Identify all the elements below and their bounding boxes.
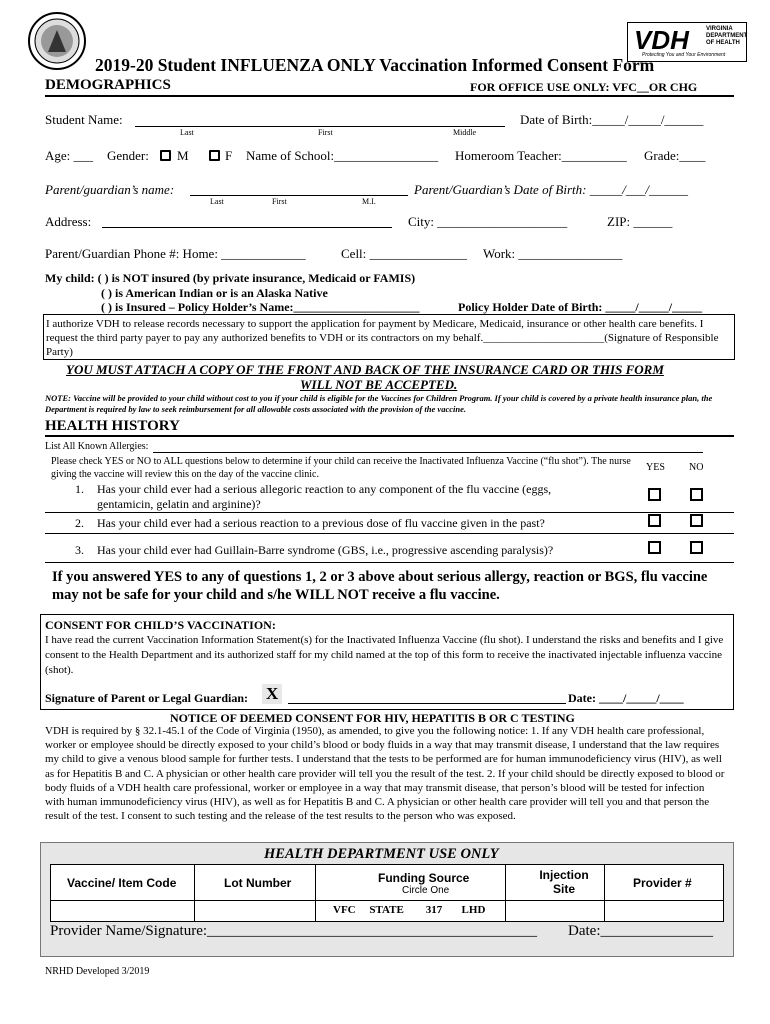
parent-last-caption: Last bbox=[210, 197, 224, 206]
yes-answer-warning: If you answered YES to any of questions 1, 2 or 3 above about serious allergy, reaction or BGS, flu vaccine may not be safe for your child and s/he WILL NOT receive a flu vaccine. bbox=[52, 569, 708, 603]
developed-note: NRHD Developed 3/2019 bbox=[45, 966, 150, 977]
question-3-yes-checkbox[interactable] bbox=[648, 541, 661, 554]
address-label: Address: bbox=[45, 214, 92, 229]
student-last-caption: Last bbox=[180, 128, 194, 137]
notice-heading: NOTICE OF DEEMED CONSENT FOR HIV, HEPATITIS B OR C TESTING bbox=[170, 711, 575, 725]
grade-field[interactable]: Grade:____ bbox=[644, 148, 706, 163]
vdh-logo-sub2: DEPARTMENT bbox=[706, 33, 748, 39]
health-history-heading: HEALTH HISTORY bbox=[45, 418, 180, 434]
question-3-rule bbox=[45, 562, 734, 563]
yes-column-header: YES bbox=[646, 462, 665, 473]
funding-source-options[interactable]: VFC STATE 317 LHD bbox=[333, 904, 486, 916]
provider-date-field[interactable]: Date:_______________ bbox=[568, 923, 713, 939]
signature-x-mark: X bbox=[262, 684, 282, 704]
school-name-field[interactable]: Name of School:________________ bbox=[246, 148, 439, 163]
vdh-logo-sub1: VIRGINIA bbox=[706, 26, 733, 32]
table-col-sep-4 bbox=[604, 865, 605, 921]
age-field[interactable]: Age: ___ bbox=[45, 148, 94, 163]
gender-m-label: M bbox=[177, 148, 189, 163]
student-first-caption: First bbox=[318, 128, 333, 137]
question-1-rule bbox=[45, 512, 734, 513]
work-phone-field[interactable]: Work: ________________ bbox=[483, 246, 623, 261]
allergies-line[interactable] bbox=[153, 452, 703, 453]
address-line[interactable] bbox=[102, 227, 392, 228]
guardian-signature-date[interactable]: Date: ____/_____/____ bbox=[568, 691, 684, 705]
gender-m-checkbox[interactable] bbox=[160, 150, 171, 161]
demographics-rule bbox=[45, 95, 734, 97]
virginia-seal-logo bbox=[28, 12, 86, 70]
student-name-label: Student Name: bbox=[45, 112, 123, 127]
allergies-label: List All Known Allergies: bbox=[45, 441, 149, 452]
cell-phone-field[interactable]: Cell: _______________ bbox=[341, 246, 468, 261]
col-vaccine-item-code: Vaccine/ Item Code bbox=[67, 876, 177, 890]
consent-text: I have read the current Vaccination Information Statement(s) for the Inactivated Influenza Vaccine (flu shot). I understand the risks and benefits and I give consent to the Health Department and its authorized staff for my child named at the top of this form to receive the inactivated injectable influenza vaccine (shot). bbox=[45, 634, 724, 676]
parent-dob-field[interactable]: Parent/Guardian’s Date of Birth: _____/___/______ bbox=[414, 182, 688, 197]
no-column-header: NO bbox=[689, 462, 704, 473]
guardian-signature-line[interactable] bbox=[288, 703, 566, 704]
col-provider-number: Provider # bbox=[633, 876, 692, 890]
vdh-logo-text: VDH bbox=[634, 25, 689, 55]
provider-signature-field[interactable]: Provider Name/Signature:____________________________________________ bbox=[50, 923, 538, 939]
parent-name-line[interactable] bbox=[190, 195, 408, 196]
question-2-rule bbox=[45, 533, 734, 534]
question-2-text: Has your child ever had a serious reaction to a previous dose of flu vaccine given in the past? bbox=[97, 516, 545, 530]
col-lot-number: Lot Number bbox=[224, 876, 292, 890]
vdh-logo-sub3: OF HEALTH bbox=[706, 40, 740, 46]
homeroom-teacher-field[interactable]: Homeroom Teacher:__________ bbox=[455, 148, 627, 163]
parent-name-label: Parent/guardian’s name: bbox=[45, 182, 175, 197]
col-funding-circle-one: Circle One bbox=[402, 885, 450, 896]
question-3-no-checkbox[interactable] bbox=[690, 541, 703, 554]
table-row-sep bbox=[51, 900, 723, 901]
vfc-note: NOTE: Vaccine will be provided to your child without cost to you if your child is eligible for the Vaccines for Children Program. If your child is covered by a private health insurance plan, the Department is required by law to seek reimbursement for all allowable costs associated with the provision of the vaccine. bbox=[45, 393, 713, 414]
question-1-number: 1. bbox=[75, 482, 84, 496]
table-col-sep-1 bbox=[194, 865, 195, 921]
hd-use-heading: HEALTH DEPARTMENT USE ONLY bbox=[264, 846, 499, 862]
form-title: 2019-20 Student INFLUENZA ONLY Vaccination Informed Consent Form bbox=[95, 55, 655, 75]
attach-card-warning-1: YOU MUST ATTACH A COPY OF THE FRONT AND BACK OF THE INSURANCE CARD OR THIS FORM bbox=[66, 362, 664, 377]
parent-first-caption: First bbox=[272, 197, 287, 206]
question-2-yes-checkbox[interactable] bbox=[648, 514, 661, 527]
gender-f-label: F bbox=[225, 148, 233, 163]
insurance-line-1[interactable]: My child: ( ) is NOT insured (by private insurance, Medicaid or FAMIS) bbox=[45, 271, 416, 285]
city-field[interactable]: City: ____________________ bbox=[408, 214, 568, 229]
consent-heading: CONSENT FOR CHILD’S VACCINATION: bbox=[45, 618, 276, 632]
question-3-number: 3. bbox=[75, 543, 84, 557]
authorization-text: I authorize VDH to release records necessary to support the application for payment by Medicare, Medicaid, insurance or other health care benefits. I request the third party payer to pay any authorized benefits to VDH or its contractors on my behalf.______________________(Signature of Responsible Party) bbox=[46, 318, 719, 358]
guardian-signature-label: Signature of Parent or Legal Guardian: bbox=[45, 691, 249, 705]
zip-field[interactable]: ZIP: ______ bbox=[607, 214, 673, 229]
student-name-line[interactable] bbox=[135, 126, 505, 127]
office-use-label: FOR OFFICE USE ONLY: VFC__OR CHG bbox=[470, 80, 698, 94]
table-col-sep-2 bbox=[315, 865, 316, 921]
parent-mi-caption: M.I. bbox=[362, 197, 376, 206]
col-funding-source: Funding Source bbox=[378, 871, 470, 885]
gender-f-checkbox[interactable] bbox=[209, 150, 220, 161]
policy-holder-dob[interactable]: Policy Holder Date of Birth: _____/_____/_____ bbox=[458, 300, 703, 314]
home-phone-field[interactable]: Parent/Guardian Phone #: Home: _____________ bbox=[45, 246, 306, 261]
question-1-no-checkbox[interactable] bbox=[690, 488, 703, 501]
question-1-yes-checkbox[interactable] bbox=[648, 488, 661, 501]
table-col-sep-3 bbox=[505, 865, 506, 921]
health-instructions: Please check YES or NO to ALL questions below to determine if your child can receive the Inactivated Influenza Vaccine (“flu shot”). The nurse giving the vaccine will review this on the day of the vaccine clinic. bbox=[51, 456, 631, 480]
demographics-heading: DEMOGRAPHICS bbox=[45, 77, 171, 93]
attach-card-warning-2: WILL NOT BE ACCEPTED. bbox=[300, 377, 458, 392]
question-2-number: 2. bbox=[75, 516, 84, 530]
insurance-line-3[interactable]: ( ) is Insured – Policy Holder’s Name:_____________________ bbox=[101, 300, 420, 314]
gender-label: Gender: bbox=[107, 148, 149, 163]
col-injection-site: Injection Site bbox=[539, 868, 589, 896]
student-middle-caption: Middle bbox=[453, 128, 477, 137]
question-3-text: Has your child ever had Guillain-Barre syndrome (GBS, i.e., progressive ascending paralysis)? bbox=[97, 543, 554, 557]
health-history-rule bbox=[45, 435, 734, 437]
vdh-logo-tagline: Protecting You and Your Environment bbox=[642, 52, 726, 58]
insurance-line-2[interactable]: ( ) is American Indian or is an Alaska Native bbox=[101, 286, 328, 300]
notice-text: VDH is required by § 32.1-45.1 of the Code of Virginia (1950), as amended, to give you the following notice: 1. If any VDH health care professional, worker or employee should be directly exposed to your child’s blood or body fluids in a way that may transmit disease, I understand that the law requires my child to give a venous blood sample for further tests. I understand that the tests to be performed are for human immunodeficiency virus (HIV), as well as for Hepatitis B and C. A physician or other health care provider will tell you the result of the test. 2. If your child should be directly exposed to blood or body fluids of a VDH health care professional, worker or employee in a way that may transmit disease, that person’s blood will be tested for infection with human immunodeficiency virus (HIV), as well as for Hepatitis B and C. A physician or other health care provider will tell you and that person the result of the test. I consent to such testing and the release of the test results to the person who was exposed. bbox=[45, 725, 725, 823]
question-1-text: Has your child ever had a serious allegoric reaction to any component of the flu vaccine (eggs, gentamicin, gelatin and arginine)? bbox=[97, 482, 552, 511]
date-of-birth-field[interactable]: Date of Birth:_____/_____/______ bbox=[520, 112, 704, 127]
question-2-no-checkbox[interactable] bbox=[690, 514, 703, 527]
